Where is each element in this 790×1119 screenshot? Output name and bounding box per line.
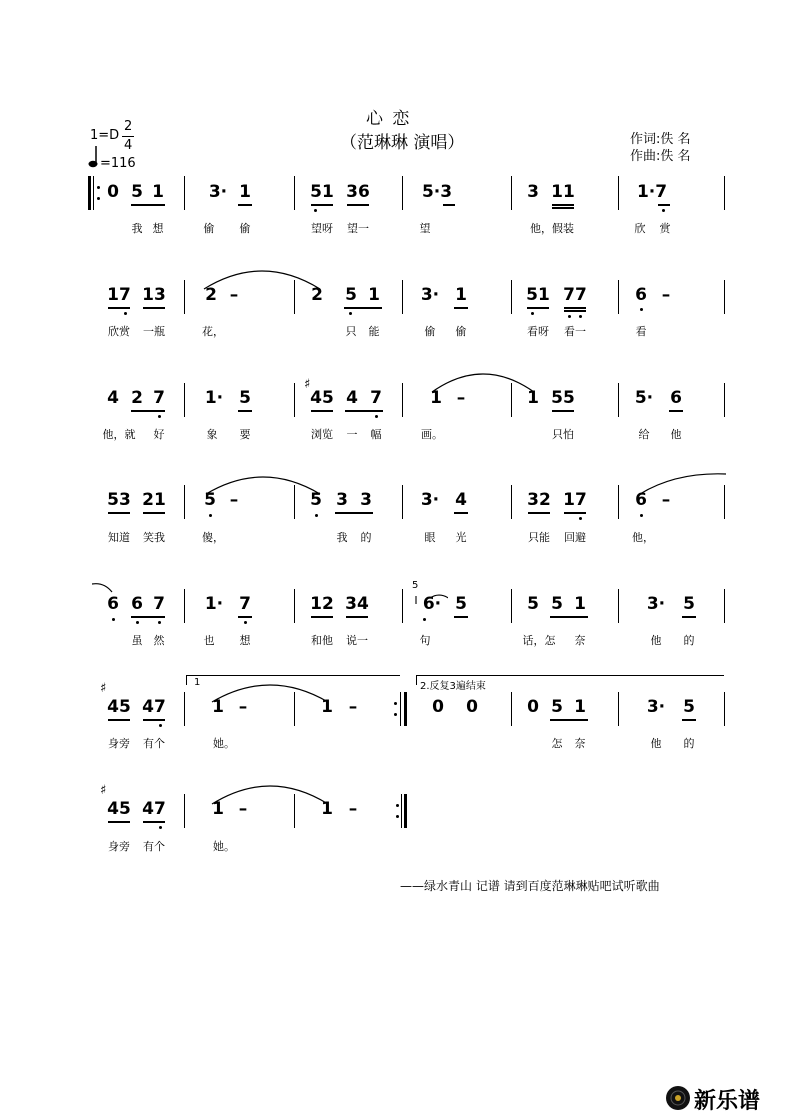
note: 47	[142, 799, 166, 819]
lyric: 看呀	[527, 325, 549, 338]
note: 53	[107, 490, 131, 510]
lyric: 奈	[574, 634, 586, 647]
lyric: 的	[683, 737, 695, 750]
lyric: 和他	[311, 634, 333, 647]
note: 6	[670, 388, 682, 408]
song-title: 心 恋	[366, 109, 412, 129]
lyric: 他	[650, 634, 662, 647]
lyric: 说一	[346, 634, 368, 647]
sharp-icon: ♯	[304, 377, 311, 392]
lyric: 句	[419, 634, 431, 647]
lyric: 望	[419, 222, 431, 235]
grace-note: 5	[412, 580, 419, 591]
song-subtitle: （范琳琳 演唱）	[340, 133, 465, 153]
note: –	[456, 388, 466, 408]
lyricist: 作词:佚 名	[630, 132, 691, 147]
note: 5	[683, 697, 695, 717]
note: 1·7	[636, 182, 668, 202]
note: 3	[527, 182, 539, 202]
volta-1-label: 1	[194, 677, 201, 688]
note: 1·	[204, 594, 224, 614]
lyric: 话，怎	[522, 634, 556, 647]
note: 4	[107, 388, 119, 408]
note: –	[661, 490, 671, 510]
note: 5	[131, 182, 143, 202]
note: –	[229, 490, 239, 510]
note: 5·3	[421, 182, 453, 202]
sharp-icon: ♯	[100, 783, 107, 798]
note: 36	[346, 182, 370, 202]
note: 12	[310, 594, 334, 614]
lyric: 我	[131, 222, 143, 235]
note: 45	[107, 799, 131, 819]
lyric: 好	[153, 428, 165, 441]
sharp-icon: ♯	[100, 681, 107, 696]
note: 2	[205, 285, 217, 305]
lyric: 望一	[347, 222, 369, 235]
lyric: 只能	[528, 531, 550, 544]
lyric: 赏	[659, 222, 671, 235]
key-signature: 1=D	[90, 128, 120, 143]
lyric: 能	[368, 325, 380, 338]
lyric: 虽	[131, 634, 143, 647]
lyric: 象	[206, 428, 218, 441]
note: 7	[239, 594, 251, 614]
note: 5	[204, 490, 216, 510]
note: 34	[345, 594, 369, 614]
lyric: 看一	[564, 325, 586, 338]
lyric: 他，假装	[530, 222, 574, 235]
note: 17	[107, 285, 131, 305]
lyric: 也	[203, 634, 215, 647]
lyric: 的	[683, 634, 695, 647]
note: 5	[683, 594, 695, 614]
note: 5	[310, 490, 322, 510]
note: 32	[527, 490, 551, 510]
note: –	[238, 697, 248, 717]
note: 6	[635, 490, 647, 510]
note: 1	[574, 594, 586, 614]
note: 1	[239, 182, 251, 202]
lyric: 奈	[574, 737, 586, 750]
lyric: 怎	[551, 737, 563, 750]
tempo-marking: =116	[100, 156, 136, 171]
note: 4	[346, 388, 358, 408]
note: 0	[527, 697, 539, 717]
lyric: 身旁	[108, 737, 130, 750]
transcriber-credit: ——绿水青山 记谱 请到百度范琳琳贴吧试听歌曲	[400, 879, 660, 893]
lyric: 偷	[455, 325, 467, 338]
lyric: 一	[346, 428, 358, 441]
lyric: 回避	[564, 531, 586, 544]
note: 1	[574, 697, 586, 717]
note: 77	[563, 285, 587, 305]
note: 55	[551, 388, 575, 408]
lyric: 欣赏	[108, 325, 130, 338]
lyric: 欣	[634, 222, 646, 235]
note: 1	[527, 388, 539, 408]
lyric: 有个	[143, 840, 165, 853]
note: –	[348, 697, 358, 717]
volta-2-label: 2.反复3遍结束	[420, 681, 486, 692]
lyric: 浏览	[311, 428, 333, 441]
note: 7	[370, 388, 382, 408]
note: –	[661, 285, 671, 305]
note: 5	[527, 594, 539, 614]
note: 21	[142, 490, 166, 510]
note: 3·	[420, 490, 440, 510]
lyric: 她。	[213, 737, 235, 750]
lyric: 他，	[632, 531, 654, 544]
lyric: 傻，	[202, 531, 224, 544]
note: 3·	[420, 285, 440, 305]
time-signature-top: 2	[124, 119, 133, 134]
note: –	[348, 799, 358, 819]
note: 45	[310, 388, 334, 408]
note: 0	[107, 182, 119, 202]
composer: 作曲:佚 名	[630, 149, 691, 164]
note: 51	[310, 182, 334, 202]
quarter-note-icon	[88, 144, 100, 170]
note: 1	[321, 697, 333, 717]
lyric: 只怕	[552, 428, 574, 441]
note: 17	[563, 490, 587, 510]
lyric: 他	[650, 737, 662, 750]
note: 13	[142, 285, 166, 305]
note: 6·	[422, 594, 442, 614]
note: 3·	[646, 697, 666, 717]
note: 7	[153, 594, 165, 614]
lyric: 偷	[424, 325, 436, 338]
note: 1	[368, 285, 380, 305]
note: 1	[321, 799, 333, 819]
lyric: 我	[336, 531, 348, 544]
lyric: 幅	[370, 428, 382, 441]
lyric: 画。	[421, 428, 443, 441]
note: 5	[455, 594, 467, 614]
note: 5	[239, 388, 251, 408]
lyric: 有个	[143, 737, 165, 750]
note: 1	[152, 182, 164, 202]
lyric: 的	[360, 531, 372, 544]
lyric: 只	[345, 325, 357, 338]
lyric: 偷	[203, 222, 215, 235]
note: 45	[107, 697, 131, 717]
lyric: 笑我	[143, 531, 165, 544]
note: –	[229, 285, 239, 305]
note: 0	[466, 697, 478, 717]
note: –	[238, 799, 248, 819]
lyric: 给	[638, 428, 650, 441]
lyric: 要	[239, 428, 251, 441]
note: 11	[551, 182, 575, 202]
note: 5	[551, 697, 563, 717]
lyric: 知道	[108, 531, 130, 544]
note: 3·	[208, 182, 228, 202]
note: 5·	[634, 388, 654, 408]
lyric: 光	[455, 531, 467, 544]
lyric: 身旁	[108, 840, 130, 853]
note: 1	[430, 388, 442, 408]
lyric: 花，	[202, 325, 224, 338]
note: 1	[212, 799, 224, 819]
note: 3·	[646, 594, 666, 614]
note: 6	[131, 594, 143, 614]
lyric: 她。	[213, 840, 235, 853]
note: 1	[212, 697, 224, 717]
note: 0	[432, 697, 444, 717]
note: 1·	[204, 388, 224, 408]
lyric: 想	[239, 634, 251, 647]
lyric: 想	[152, 222, 164, 235]
note: 2	[311, 285, 323, 305]
lyric: 他，就	[102, 428, 136, 441]
lyric: 看	[635, 325, 647, 338]
vinyl-record-icon	[665, 1085, 691, 1111]
time-signature-bottom: 4	[124, 138, 133, 153]
note: 51	[526, 285, 550, 305]
note: 4	[455, 490, 467, 510]
note: 47	[142, 697, 166, 717]
lyric: 一瓶	[143, 325, 165, 338]
note: 5	[551, 594, 563, 614]
lyric: 望呀	[311, 222, 333, 235]
lyric: 偷	[239, 222, 251, 235]
note: 6	[635, 285, 647, 305]
note: 2	[131, 388, 143, 408]
note: 3	[336, 490, 348, 510]
lyric: 他	[670, 428, 682, 441]
logo-text: 新乐谱	[694, 1089, 761, 1114]
lyric: 眼	[424, 531, 436, 544]
note: 1	[455, 285, 467, 305]
lyric: 然	[153, 634, 165, 647]
note: 3	[360, 490, 372, 510]
note: 7	[153, 388, 165, 408]
note: 5	[345, 285, 357, 305]
note: 6	[107, 594, 119, 614]
